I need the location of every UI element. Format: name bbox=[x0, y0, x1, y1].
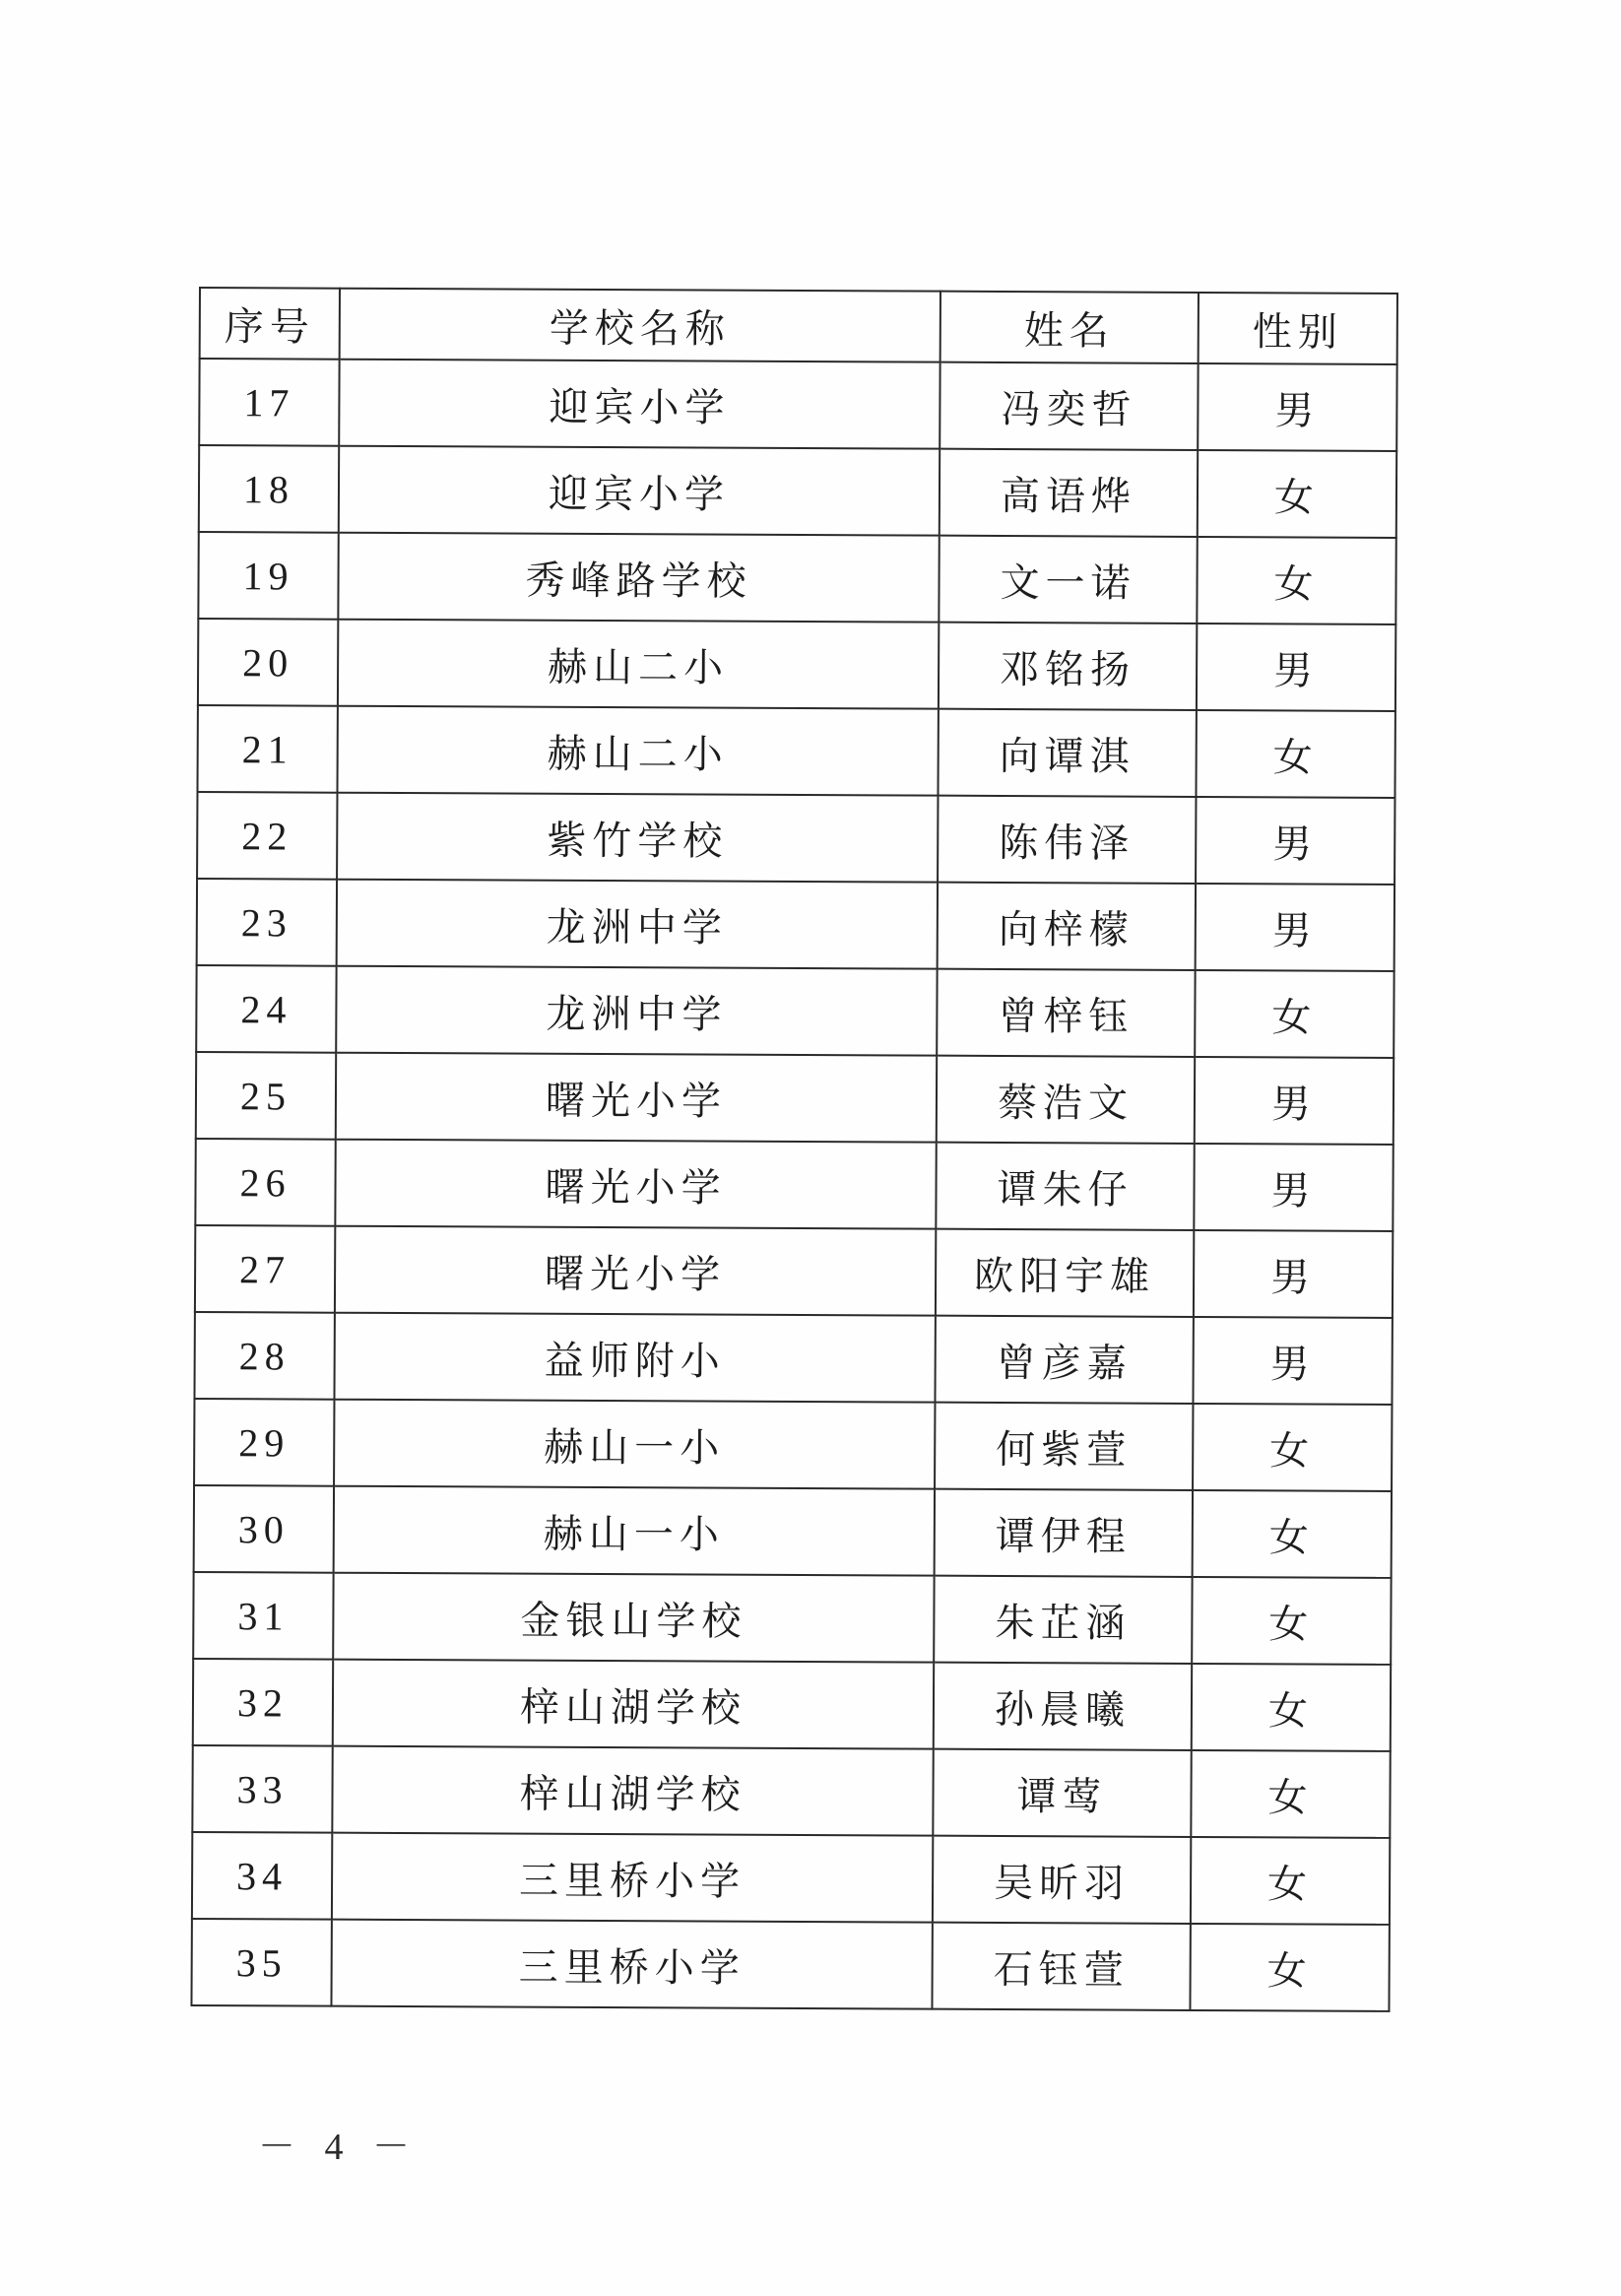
cell-gender: 男 bbox=[1194, 1230, 1393, 1318]
cell-school-name: 秀峰路学校 bbox=[338, 533, 939, 623]
cell-serial-number: 21 bbox=[197, 705, 337, 793]
cell-school-name: 迎宾小学 bbox=[339, 360, 940, 449]
table-row bbox=[193, 1659, 1391, 1751]
cell-student-name: 蔡浩文 bbox=[937, 1056, 1195, 1144]
table-row bbox=[196, 1052, 1394, 1145]
cell-gender: 男 bbox=[1194, 1144, 1393, 1231]
cell-serial-number: 18 bbox=[199, 445, 339, 533]
table-row bbox=[197, 705, 1394, 798]
cell-school-name: 龙洲中学 bbox=[337, 880, 938, 969]
cell-school-name: 三里桥小学 bbox=[331, 1920, 932, 2009]
table-row bbox=[198, 532, 1395, 624]
cell-gender: 女 bbox=[1192, 1664, 1391, 1751]
header-student-name: 姓名 bbox=[940, 292, 1199, 363]
cell-gender: 女 bbox=[1192, 1577, 1391, 1665]
cell-serial-number: 23 bbox=[197, 879, 337, 966]
cell-student-name: 吴昕羽 bbox=[933, 1836, 1191, 1924]
cell-school-name: 迎宾小学 bbox=[339, 446, 940, 536]
cell-gender: 女 bbox=[1191, 1750, 1390, 1838]
cell-student-name: 高语烨 bbox=[940, 449, 1198, 537]
cell-gender: 男 bbox=[1193, 1317, 1392, 1405]
cell-serial-number: 32 bbox=[193, 1659, 333, 1746]
cell-school-name: 益师附小 bbox=[334, 1313, 935, 1403]
cell-school-name: 赫山一小 bbox=[334, 1400, 935, 1489]
cell-serial-number: 17 bbox=[199, 359, 339, 446]
cell-school-name: 曙光小学 bbox=[335, 1140, 936, 1229]
cell-school-name: 梓山湖学校 bbox=[332, 1746, 933, 1836]
table-row bbox=[196, 965, 1394, 1058]
table-row bbox=[195, 1139, 1393, 1231]
cell-student-name: 谭朱仔 bbox=[936, 1143, 1194, 1230]
cell-serial-number: 30 bbox=[194, 1485, 334, 1573]
cell-gender: 男 bbox=[1196, 884, 1394, 971]
header-serial-number: 序号 bbox=[200, 288, 340, 360]
cell-serial-number: 20 bbox=[198, 619, 338, 706]
table-header-row bbox=[200, 288, 1397, 364]
cell-school-name: 赫山二小 bbox=[338, 620, 939, 709]
roster-table bbox=[190, 287, 1398, 2012]
cell-school-name: 梓山湖学校 bbox=[333, 1660, 934, 1749]
cell-serial-number: 24 bbox=[196, 965, 336, 1053]
cell-student-name: 孙晨曦 bbox=[934, 1663, 1192, 1750]
cell-school-name: 金银山学校 bbox=[333, 1573, 934, 1663]
cell-gender: 女 bbox=[1190, 1924, 1389, 2011]
cell-student-name: 向谭淇 bbox=[938, 709, 1196, 797]
cell-gender: 女 bbox=[1198, 450, 1396, 538]
cell-student-name: 谭伊程 bbox=[935, 1489, 1193, 1577]
cell-school-name: 赫山二小 bbox=[337, 706, 938, 796]
cell-student-name: 曾彦嘉 bbox=[935, 1316, 1193, 1404]
cell-school-name: 曙光小学 bbox=[335, 1226, 936, 1316]
cell-serial-number: 34 bbox=[192, 1832, 332, 1920]
cell-gender: 女 bbox=[1197, 537, 1395, 624]
cell-school-name: 龙洲中学 bbox=[336, 966, 937, 1056]
cell-gender: 男 bbox=[1197, 623, 1395, 711]
cell-school-name: 曙光小学 bbox=[336, 1053, 937, 1143]
cell-gender: 男 bbox=[1195, 1057, 1394, 1145]
cell-student-name: 曾梓钰 bbox=[937, 969, 1195, 1057]
cell-school-name: 三里桥小学 bbox=[332, 1833, 933, 1923]
cell-student-name: 陈伟泽 bbox=[938, 796, 1196, 884]
cell-gender: 女 bbox=[1193, 1490, 1392, 1578]
table-row bbox=[199, 359, 1396, 451]
cell-gender: 男 bbox=[1196, 797, 1394, 885]
cell-school-name: 紫竹学校 bbox=[337, 793, 938, 883]
cell-gender: 女 bbox=[1195, 970, 1394, 1058]
cell-serial-number: 19 bbox=[198, 532, 338, 620]
cell-serial-number: 27 bbox=[195, 1225, 335, 1313]
cell-student-name: 邓铭扬 bbox=[939, 623, 1197, 710]
table-body bbox=[191, 359, 1396, 2011]
header-gender: 性别 bbox=[1199, 293, 1397, 364]
table-row bbox=[194, 1312, 1392, 1405]
cell-student-name: 欧阳宇雄 bbox=[936, 1229, 1194, 1317]
table-row bbox=[192, 1745, 1390, 1838]
page-number: － 4 － bbox=[258, 2127, 421, 2168]
cell-student-name: 冯奕哲 bbox=[940, 362, 1198, 450]
table-row bbox=[198, 619, 1395, 711]
cell-serial-number: 22 bbox=[197, 792, 337, 880]
table-row bbox=[199, 445, 1396, 538]
cell-gender: 女 bbox=[1193, 1404, 1392, 1491]
table-row bbox=[197, 792, 1394, 885]
cell-student-name: 石钰萱 bbox=[932, 1923, 1190, 2010]
table-row bbox=[197, 879, 1394, 971]
cell-school-name: 赫山一小 bbox=[334, 1486, 935, 1576]
table-row bbox=[191, 1919, 1389, 2011]
cell-serial-number: 33 bbox=[192, 1745, 332, 1833]
cell-serial-number: 25 bbox=[196, 1052, 336, 1140]
cell-gender: 女 bbox=[1196, 710, 1394, 798]
cell-serial-number: 35 bbox=[191, 1919, 331, 2006]
cell-student-name: 朱芷涵 bbox=[934, 1576, 1192, 1664]
table-row bbox=[192, 1832, 1390, 1925]
table-row bbox=[194, 1399, 1392, 1491]
table-row bbox=[195, 1225, 1393, 1318]
cell-gender: 女 bbox=[1191, 1837, 1390, 1925]
cell-student-name: 文一诺 bbox=[939, 536, 1197, 623]
table-row bbox=[193, 1572, 1391, 1665]
table-row bbox=[194, 1485, 1392, 1578]
cell-student-name: 向梓檬 bbox=[938, 883, 1196, 970]
cell-serial-number: 28 bbox=[194, 1312, 334, 1400]
cell-student-name: 何紫萱 bbox=[935, 1403, 1193, 1490]
header-school-name: 学校名称 bbox=[340, 289, 940, 362]
cell-student-name: 谭莺 bbox=[933, 1749, 1191, 1837]
cell-gender: 男 bbox=[1198, 363, 1396, 451]
cell-serial-number: 26 bbox=[195, 1139, 335, 1226]
cell-serial-number: 31 bbox=[193, 1572, 333, 1660]
cell-serial-number: 29 bbox=[194, 1399, 334, 1486]
